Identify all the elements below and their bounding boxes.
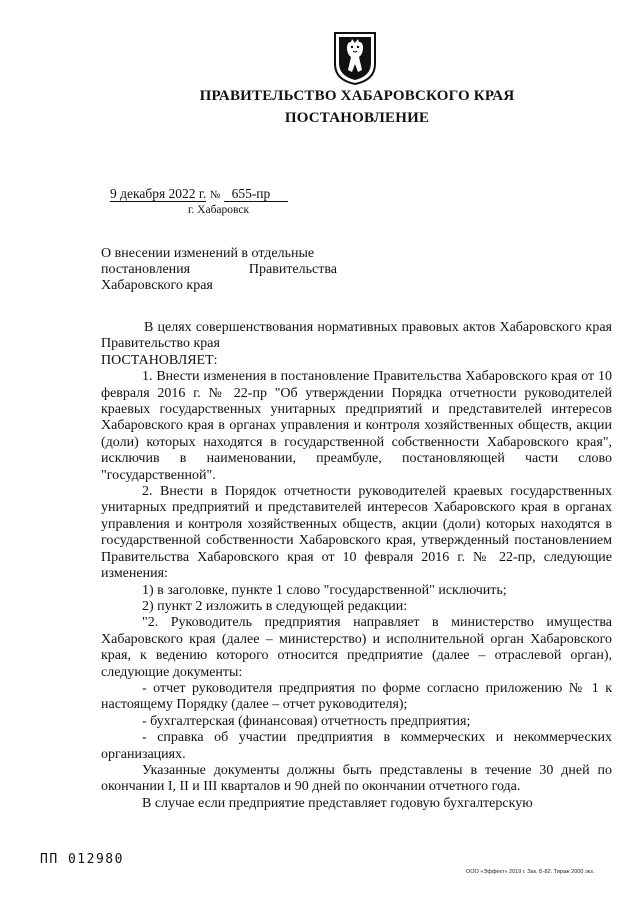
document-date: 9 декабря 2022 г. bbox=[110, 186, 207, 201]
document-type: ПОСТАНОВЛЕНИЕ bbox=[284, 110, 430, 126]
paragraph-item-1: 1. Внести изменения в постановление Правительства Хабаровского края от 10 февраля 2016 г. № 22-пр "Об утверждении Порядка отчетности руководителей краевых государственных унитарных предприятий и представителей интересов Хабаровского края в органах управления и контроля хозяйственных обществ, акции (доли) которых находятся в государственной собственности Хабаровского края", исключив в наименовании, преамбуле, постановляющей части слово "государственной". bbox=[101, 369, 612, 483]
paragraph-continuation: В случае если предприятие представляет годовую бухгалтерскую bbox=[142, 795, 533, 811]
paragraph-resolves: ПОСТАНОВЛЯЕТ: bbox=[101, 352, 218, 368]
document-number: 655-пр bbox=[224, 187, 289, 202]
paragraph-quoted-item: "2. Руководитель предприятия направляет в министерство имущества Хабаровского края (далее – министерство) и исполнительной орган Хабаровского края, к ведению которого относится предприятие (далее – отраслевой орган), следующие документы: bbox=[101, 615, 612, 680]
subject-word: Правительства bbox=[248, 262, 337, 277]
document-subject bbox=[101, 246, 337, 294]
subject-line: О внесении изменений в отдельные bbox=[101, 246, 315, 261]
subject-line: Хабаровского края bbox=[101, 278, 213, 293]
paragraph-subitem-1: 1) в заголовке, пункте 1 слово "государственной" исключить; bbox=[142, 582, 507, 598]
number-sign: № bbox=[209, 189, 221, 201]
bear-coat-of-arms-icon bbox=[332, 30, 378, 86]
subject-word: постановления bbox=[101, 262, 191, 277]
subject-line bbox=[101, 262, 337, 278]
paragraph-item-2: 2. Внести в Порядок отчетности руководителей краевых государственных унитарных предприятий и представителей интересов Хабаровского края в органах управления и контроля хозяйственных обществ, акции (доли) которых находятся в государственной собственности Хабаровского края, утвержденный постановлением Правительства Хабаровского края от 10 февраля 2016 г. № 22-пр, следующие изменения: bbox=[101, 484, 612, 582]
city: г. Хабаровск bbox=[188, 204, 250, 216]
document-body bbox=[101, 320, 612, 812]
paragraph-list-item: - бухгалтерская (финансовая) отчетность предприятия; bbox=[142, 713, 471, 729]
paragraph-list-item: - отчет руководителя предприятия по форме согласно приложению № 1 к настоящему Порядку (далее – отчет руководителя); bbox=[101, 680, 612, 713]
form-serial-number: ПП 012980 bbox=[40, 852, 124, 867]
issuing-authority: ПРАВИТЕЛЬСТВО ХАБАРОВСКОГО КРАЯ bbox=[199, 88, 515, 104]
paragraph-preamble: В целях совершенствования нормативных правовых актов Хабаровского края Правительство края bbox=[101, 320, 612, 352]
paragraph-deadlines: Указанные документы должны быть представлены в течение 30 дней по окончании I, II и III кварталов и 90 дней по окончании отчетного года. bbox=[101, 762, 612, 795]
paragraph-list-item: - справка об участии предприятия в коммерческих и некоммерческих организациях. bbox=[101, 730, 612, 762]
date-number-line bbox=[110, 186, 288, 202]
printer-imprint: ООО «Эффект» 2019 г. Зак. Б-82. Тираж 2000 экз. bbox=[466, 869, 595, 875]
paragraph-subitem-2: 2) пункт 2 изложить в следующей редакции: bbox=[142, 598, 408, 614]
